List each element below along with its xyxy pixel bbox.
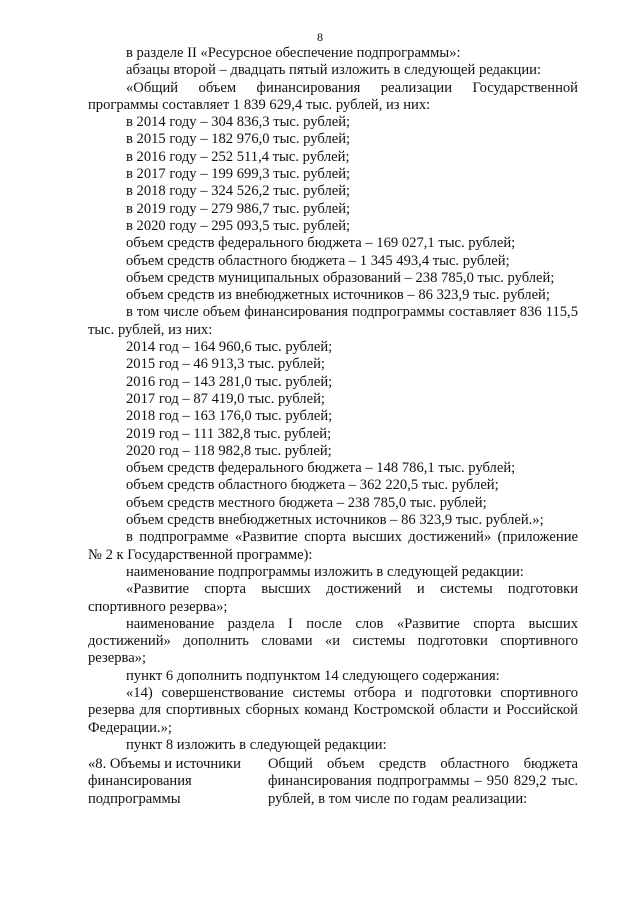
year-item: 2016 год – 143 281,0 тыс. рублей; bbox=[126, 373, 333, 390]
table-right-cell: Общий объем средств областного бюджета финансирования подпрограммы – 950 829,2 тыс. рублей, в том числе по годам реализации: bbox=[268, 756, 578, 807]
years-list-2 bbox=[88, 339, 578, 460]
year-item: 2014 год – 164 960,6 тыс. рублей; bbox=[126, 339, 333, 356]
source-item: объем средств федерального бюджета – 148 786,1 тыс. рублей; bbox=[126, 460, 516, 477]
source-item: объем средств муниципальных образований – 238 785,0 тыс. рублей; bbox=[126, 269, 555, 286]
source-item: объем средств местного бюджета – 238 785,0 тыс. рублей; bbox=[126, 494, 487, 511]
year-item: в 2019 году – 279 986,7 тыс. рублей; bbox=[126, 200, 351, 217]
source-item: объем средств областного бюджета – 1 345 493,4 тыс. рублей; bbox=[126, 252, 510, 269]
source-item: объем средств областного бюджета – 362 220,5 тыс. рублей; bbox=[126, 477, 499, 494]
sources-list-1 bbox=[88, 235, 578, 304]
sources-list-2 bbox=[88, 460, 578, 529]
year-item: в 2018 году – 324 526,2 тыс. рублей; bbox=[126, 183, 351, 200]
subprogram-total-paragraph: в том числе объем финансирования подпрограммы составляет 836 115,5 тыс. рублей, из них: bbox=[88, 304, 578, 338]
amend-paragraph: в подпрограмме «Развитие спорта высших достижений» (приложение № 2 к Государственной программе): bbox=[88, 529, 578, 563]
year-item: в 2015 году – 182 976,0 тыс. рублей; bbox=[126, 131, 351, 148]
year-item: 2017 год – 87 419,0 тыс. рублей; bbox=[126, 390, 325, 407]
page-number: 8 bbox=[317, 30, 323, 44]
year-item: в 2014 году – 304 836,3 тыс. рублей; bbox=[126, 114, 351, 131]
years-list-1 bbox=[88, 114, 578, 235]
intro-line: абзацы второй – двадцать пятый изложить в следующей редакции: bbox=[126, 62, 542, 79]
amend-paragraph: «Развитие спорта высших достижений и системы подготовки спортивного резерва»; bbox=[88, 581, 578, 615]
table-left-cell: «8. Объемы и источники финансирования подпрограммы bbox=[88, 756, 241, 807]
year-item: 2020 год – 118 982,8 тыс. рублей; bbox=[126, 442, 332, 459]
year-item: в 2020 году – 295 093,5 тыс. рублей; bbox=[126, 217, 351, 234]
source-item: объем средств из внебюджетных источников – 86 323,9 тыс. рублей; bbox=[126, 287, 550, 304]
amend-paragraph: наименование подпрограммы изложить в следующей редакции: bbox=[126, 563, 524, 580]
source-item: объем средств внебюджетных источников – 86 323,9 тыс. рублей.»; bbox=[126, 512, 544, 529]
document-body bbox=[88, 45, 578, 808]
intro-line: в разделе II «Ресурсное обеспечение подпрограммы»: bbox=[126, 45, 461, 61]
year-item: в 2017 году – 199 699,3 тыс. рублей; bbox=[126, 166, 351, 183]
amend-paragraph: пункт 8 изложить в следующей редакции: bbox=[126, 736, 387, 753]
year-item: 2019 год – 111 382,8 тыс. рублей; bbox=[126, 425, 332, 442]
year-item: 2015 год – 46 913,3 тыс. рублей; bbox=[126, 356, 325, 373]
amend-paragraph: пункт 6 дополнить подпунктом 14 следующего содержания: bbox=[126, 667, 500, 684]
total-financing-paragraph: «Общий объем финансирования реализации Государственной программы составляет 1 839 629,4 тыс. рублей, из них: bbox=[88, 79, 578, 113]
amend-paragraph: наименование раздела I после слов «Развитие спорта высших достижений» дополнить словами «и системы подготовки спортивного резерва»; bbox=[88, 615, 578, 667]
amend-paragraph: «14) совершенствование системы отбора и подготовки спортивного резерва для спортивных сборных команд Костромской области и Российской Федерации.»; bbox=[88, 684, 578, 736]
year-item: в 2016 году – 252 511,4 тыс. рублей; bbox=[126, 148, 350, 165]
financing-table bbox=[88, 756, 578, 808]
year-item: 2018 год – 163 176,0 тыс. рублей; bbox=[126, 408, 333, 425]
source-item: объем средств федерального бюджета – 169 027,1 тыс. рублей; bbox=[126, 235, 516, 252]
